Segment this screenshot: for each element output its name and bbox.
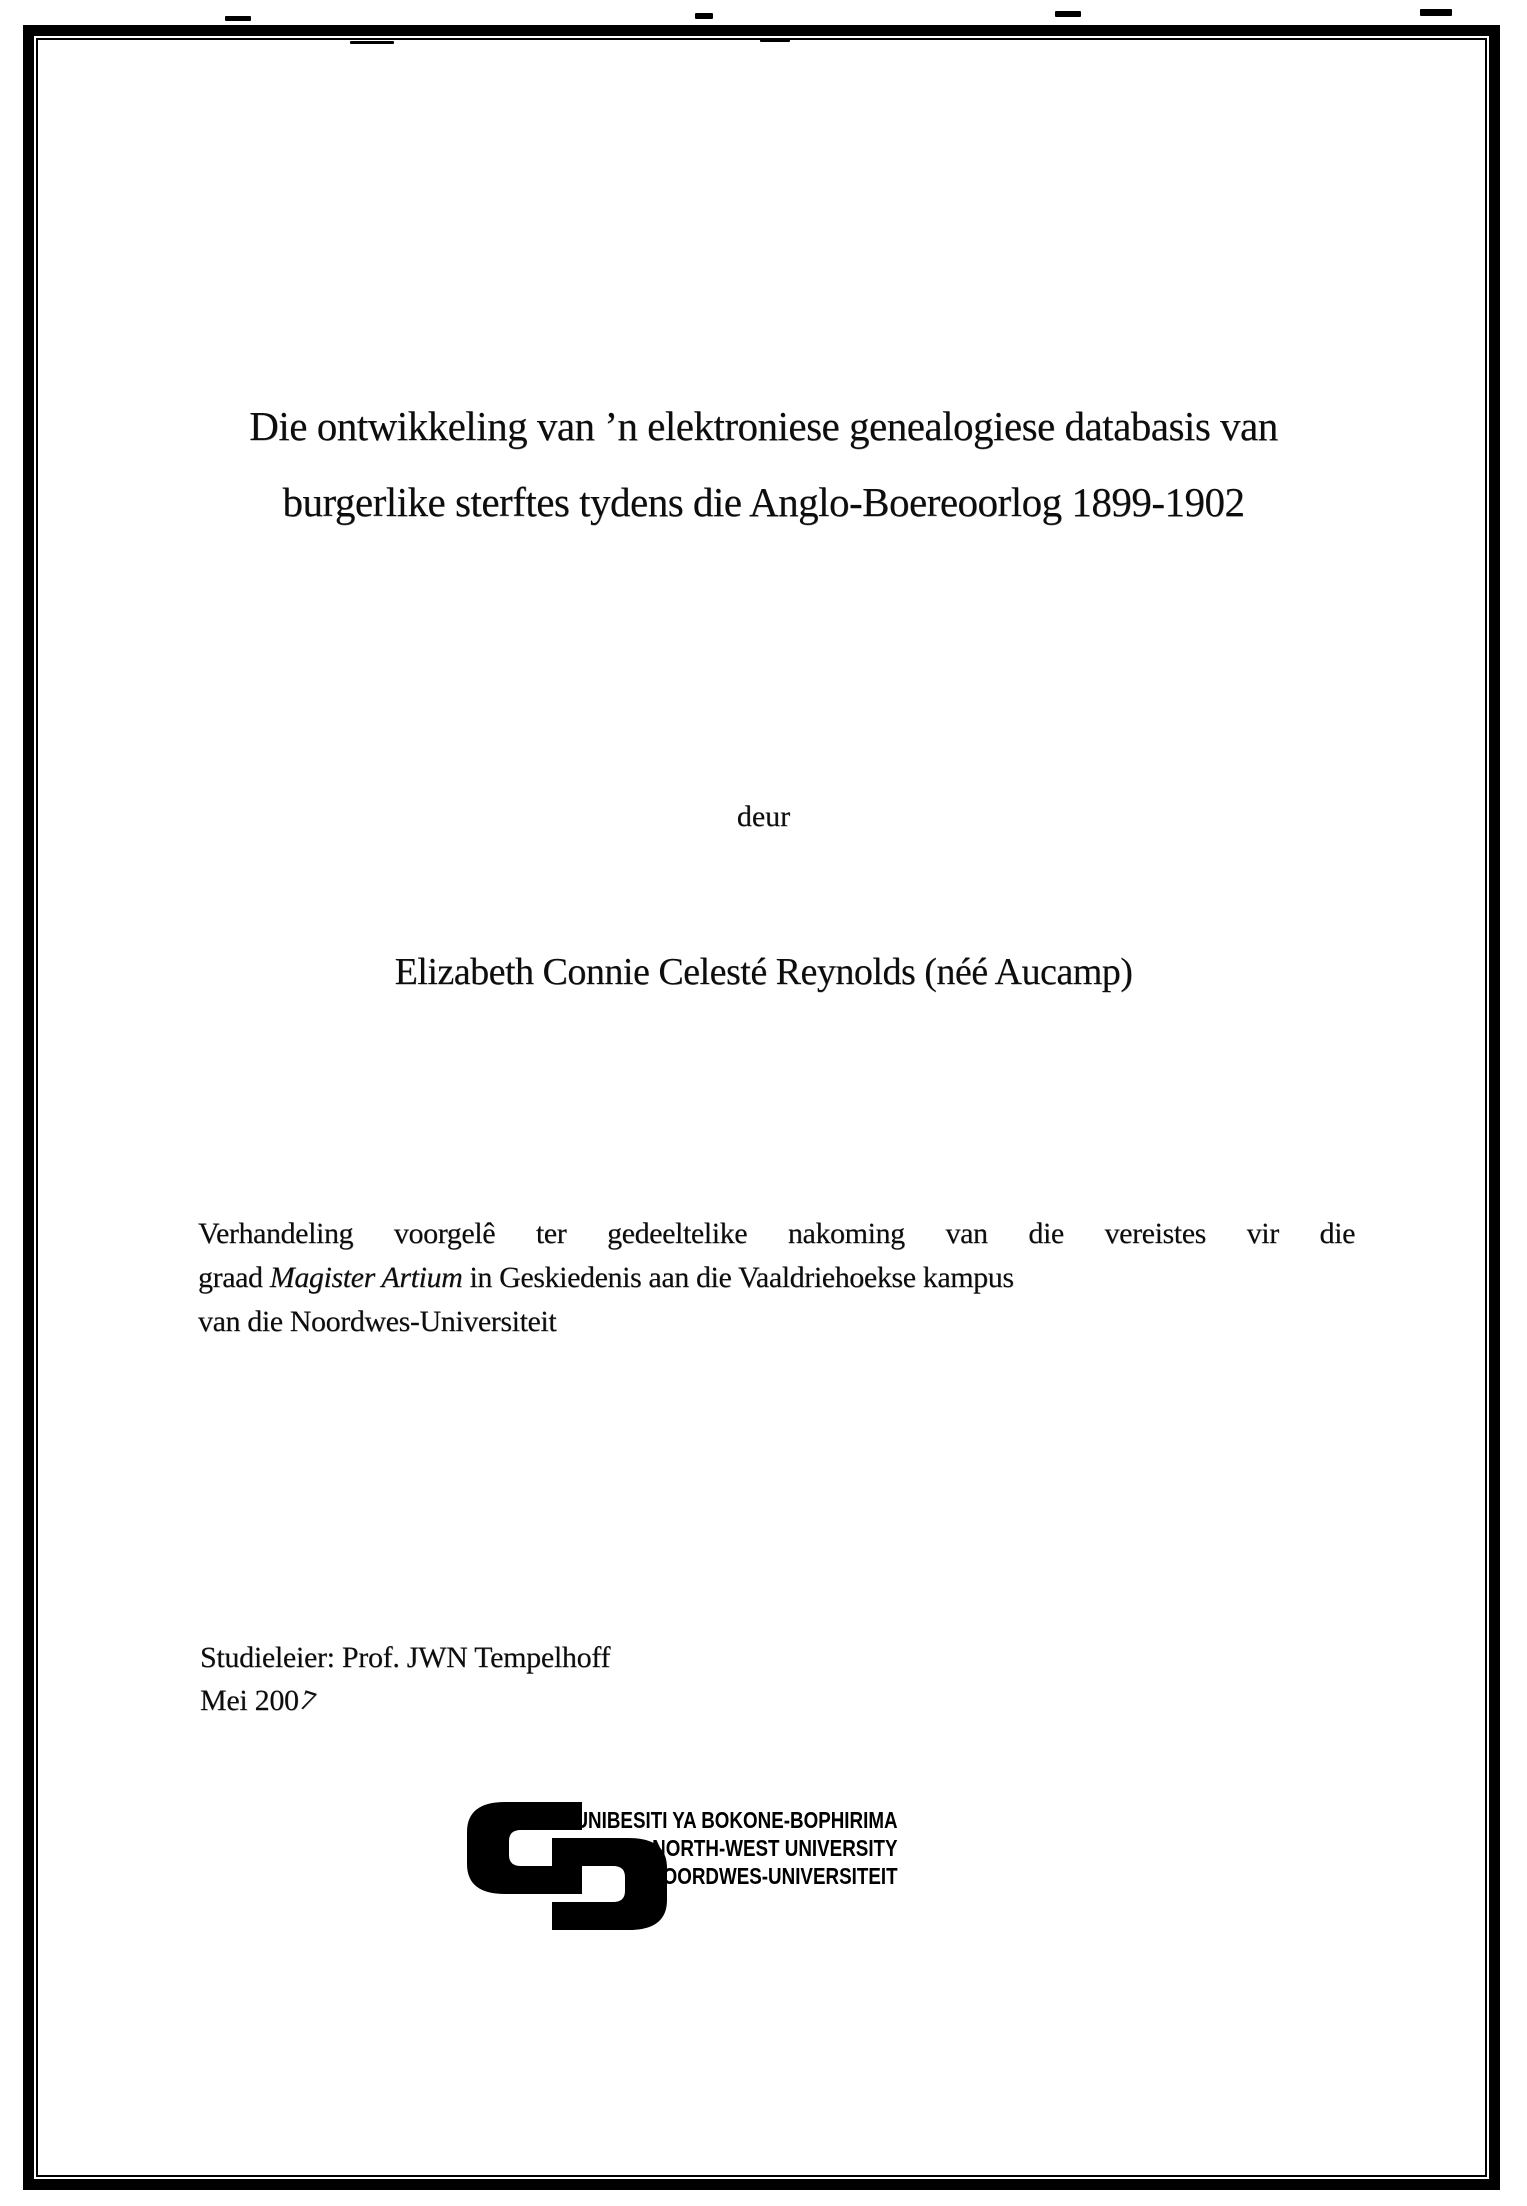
degree-statement	[198, 1212, 1355, 1344]
scan-artifact	[695, 13, 713, 19]
university-logo-text	[562, 1806, 898, 1890]
date-prefix: Mei 200	[200, 1684, 299, 1717]
title-line-1: Die ontwikkeling van ’n elektroniese genealogiese databasis van	[249, 403, 1278, 449]
degree-name: Magister Artium	[269, 1261, 463, 1294]
title-line-2: burgerlike sterftes tydens die Anglo-Boereoorlog 1899-1902	[282, 479, 1245, 525]
statement-line-1: Verhandeling voorgelê ter gedeeltelike nakoming van die vereistes vir die	[198, 1217, 1355, 1250]
logo-line-english: NORTH-WEST UNIVERSITY	[652, 1835, 898, 1861]
statement-line-2	[198, 1256, 1355, 1300]
scan-artifact	[1420, 9, 1452, 16]
supervisor-block	[200, 1636, 610, 1722]
author-name: Elizabeth Connie Celesté Reynolds (néé Aucamp)	[394, 951, 1133, 993]
scan-artifact	[1055, 11, 1081, 17]
statement-line-2-prefix: graad	[198, 1261, 270, 1294]
logo-line-setswana: YUNIBESITI YA BOKONE-BOPHIRIMA	[562, 1807, 898, 1833]
thesis-title	[0, 388, 1527, 540]
statement-line-3: van die Noordwes-Universiteit	[198, 1305, 557, 1338]
date-line	[200, 1679, 610, 1722]
date-last-digit: 7	[295, 1683, 319, 1718]
supervisor-line: Studieleier: Prof. JWN Tempelhoff	[200, 1641, 611, 1674]
byline: deur	[736, 800, 791, 833]
scan-artifact	[225, 16, 251, 21]
statement-line-2-suffix: in Geskiedenis aan die Vaaldriehoekse kampus	[462, 1261, 1014, 1294]
logo-line-afrikaans: NOORDWES-UNIVERSITEIT	[649, 1863, 898, 1889]
